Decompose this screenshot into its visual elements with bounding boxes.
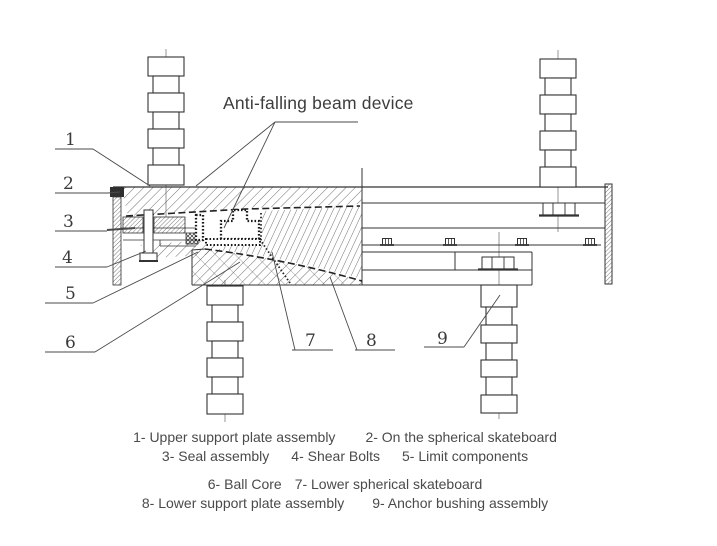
bottom-right-anchor-bolt [481, 307, 517, 413]
legend-row-3 [28, 475, 662, 494]
legend-item-7: 7- Lower spherical skateboard [294, 476, 483, 492]
top-right-anchor-bolt [540, 59, 576, 187]
legend [28, 428, 662, 513]
callout-7: 7 [305, 331, 316, 351]
callout-1: 1 [65, 130, 76, 150]
top-left-anchor-bolt [148, 57, 184, 185]
legend-row-2 [28, 447, 662, 466]
seal-assembly [121, 217, 198, 246]
captive-nut-mid [478, 257, 518, 270]
legend-item-4: 4- Shear Bolts [291, 448, 381, 464]
legend-row-4 [28, 494, 662, 513]
captive-nut-top [539, 203, 579, 216]
legend-item-2: 2- On the spherical skateboard [365, 429, 557, 445]
legend-item-6: 6- Ball Core [207, 476, 282, 492]
legend-item-9: 9- Anchor bushing assembly [372, 495, 549, 511]
callout-3: 3 [63, 212, 74, 232]
legend-item-1: 1- Upper support plate assembly [133, 429, 336, 445]
legend-item-3: 3- Seal assembly [161, 448, 270, 464]
right-end-plate [605, 184, 612, 284]
callout-5: 5 [65, 284, 76, 304]
bottom-left-anchor-bolt [207, 286, 243, 414]
legend-item-5: 5- Limit components [402, 448, 529, 464]
callout-2: 2 [63, 174, 74, 194]
callout-8: 8 [366, 331, 377, 351]
legend-item-8: 8- Lower support plate assembly [141, 495, 345, 511]
legend-row-1 [28, 428, 662, 447]
diagram-title: Anti-falling beam device [223, 93, 414, 113]
beam-connection-bolts [380, 239, 597, 246]
limit-component-key [196, 210, 260, 245]
callout-9: 9 [437, 329, 448, 349]
left-end-plate [110, 187, 124, 285]
callout-4: 4 [62, 248, 73, 268]
callout-6: 6 [65, 333, 76, 353]
